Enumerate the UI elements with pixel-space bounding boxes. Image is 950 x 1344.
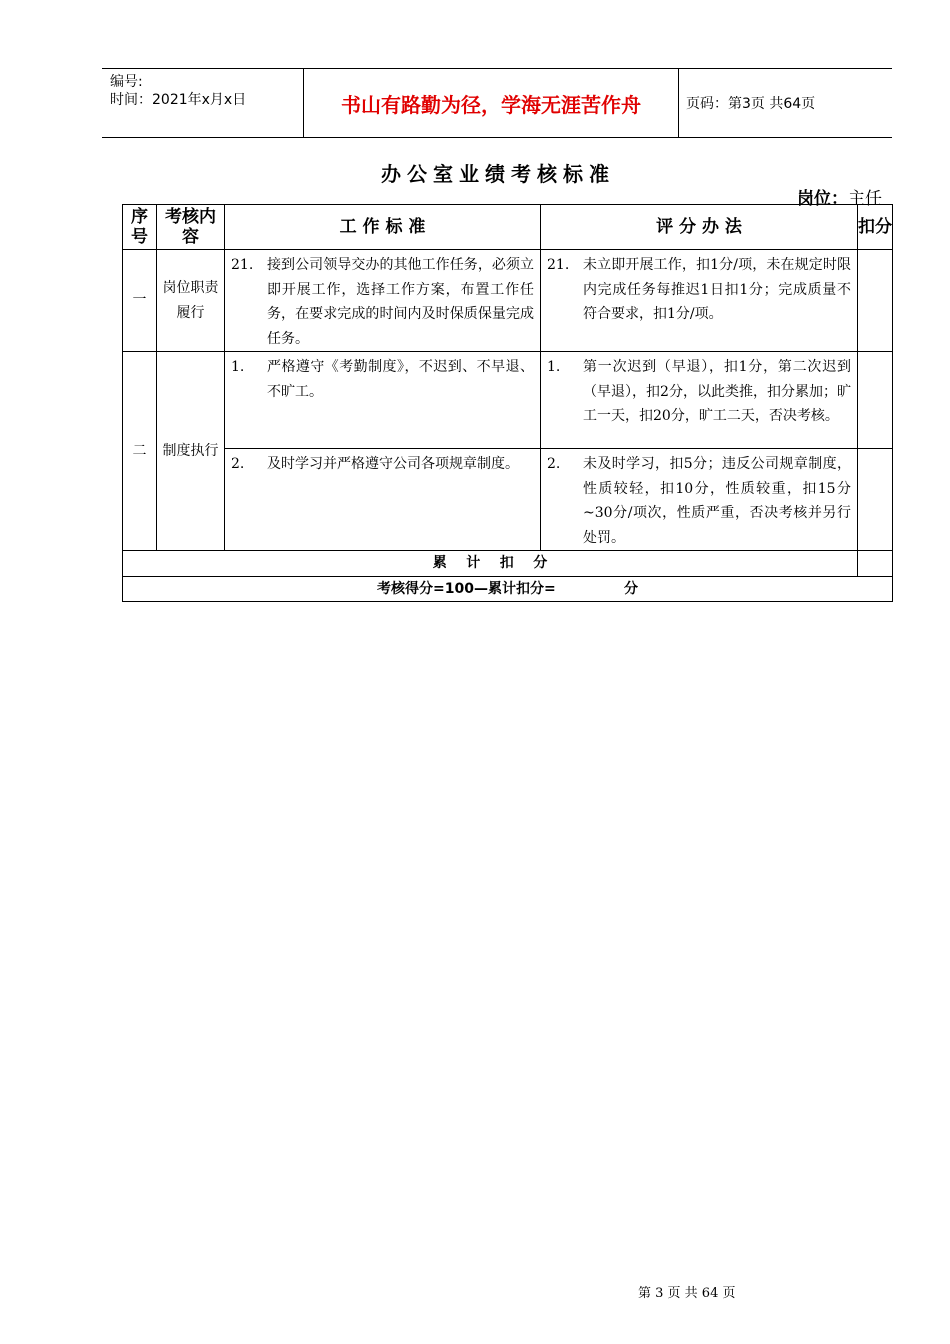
total-deduct-cell[interactable]: [858, 551, 893, 577]
total-row: [123, 551, 893, 577]
standard-text: 严格遵守《考勤制度》，不迟到、不早退、不旷工。: [267, 359, 534, 400]
row-method: [541, 352, 858, 449]
method-text: 未立即开展工作，扣1分/项，未在规定时限内完成任务每推迟1日扣1分；完成质量不符合要求，扣1分/项。: [583, 257, 851, 322]
standard-num: 2.: [231, 456, 245, 472]
header-page-info: 页码：第3页 共64页: [686, 96, 816, 112]
code-label: 编号:: [110, 74, 143, 90]
total-label: 累 计 扣 分: [123, 551, 858, 577]
row-method: [541, 250, 858, 352]
header-method: 评 分 办 法: [541, 205, 858, 250]
row-seq: 二: [123, 352, 157, 551]
deduct-cell[interactable]: [858, 352, 893, 449]
header-standard: 工 作 标 准: [225, 205, 541, 250]
standard-num: 21.: [231, 257, 254, 273]
row-method: [541, 449, 858, 551]
header-divider: [678, 69, 679, 137]
method-text: 未及时学习，扣5分；违反公司规章制度，性质较轻，扣10分，性质较重，扣15分~30分/项次，性质严重，否决考核并另行处罚。: [583, 456, 851, 546]
row-content: 制度执行: [157, 352, 225, 551]
time-label: 时间：2021年x月x日: [110, 92, 247, 108]
score-row: [123, 576, 893, 602]
deduct-cell[interactable]: [858, 449, 893, 551]
assessment-table: [122, 204, 893, 602]
header-seq: 序号: [123, 205, 157, 250]
header-content: 考核内容: [157, 205, 225, 250]
row-standard: [225, 449, 541, 551]
header-meta: [110, 73, 246, 109]
score-label: 考核得分=100—累计扣分= 分: [123, 576, 893, 602]
document-title: 办公室业绩考核标准: [381, 162, 615, 186]
method-num: 2.: [547, 456, 561, 472]
table-row: [123, 449, 893, 551]
page-footer: 第 3 页 共 64 页: [638, 1286, 736, 1301]
header-deduct: 扣分: [858, 205, 893, 250]
method-num: 21.: [547, 257, 570, 273]
row-standard: [225, 250, 541, 352]
post-value: 主任: [848, 189, 882, 209]
method-num: 1.: [547, 359, 561, 375]
table-header-row: [123, 205, 893, 250]
standard-num: 1.: [231, 359, 245, 375]
table-row: [123, 250, 893, 352]
standard-text: 及时学习并严格遵守公司各项规章制度。: [267, 456, 519, 472]
header-motto: 书山有路勤为径，学海无涯苦作舟: [341, 92, 641, 117]
row-seq: 一: [123, 250, 157, 352]
post-label: 岗位：: [797, 189, 848, 209]
standard-text: 接到公司领导交办的其他工作任务，必须立即开展工作，选择工作方案，布置工作任务，在要求完成的时间内及时保质保量完成任务。: [267, 257, 534, 347]
row-standard: [225, 352, 541, 449]
page-header: [102, 68, 892, 138]
deduct-cell[interactable]: [858, 250, 893, 352]
row-content: 岗位职责履行: [157, 250, 225, 352]
table-row: [123, 352, 893, 449]
method-text: 第一次迟到（早退），扣1分，第二次迟到（早退），扣2分，以此类推，扣分累加；旷工一天，扣20分，旷工二天，否决考核。: [583, 359, 851, 424]
